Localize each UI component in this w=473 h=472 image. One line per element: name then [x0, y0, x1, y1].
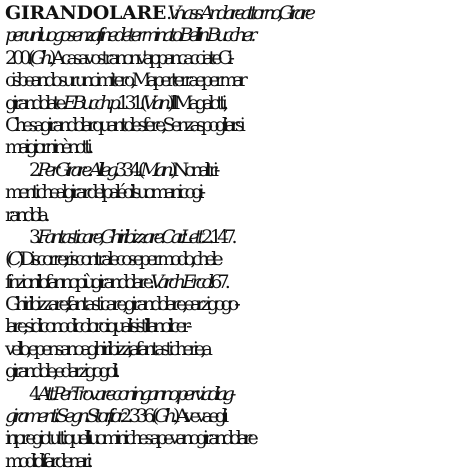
entry-line [5, 24, 471, 46]
italic-text: Man. [140, 158, 170, 181]
entry-line [5, 181, 471, 203]
italic-text: Per Girare. Alleg. [37, 158, 115, 181]
body-text: 67. [210, 270, 226, 293]
entry-line [5, 92, 471, 114]
body-text: lare, si dicono di coloro i quali si stillano il cer- [5, 315, 188, 338]
body-text: girandolate. [5, 91, 64, 114]
headword: GIRANDOLARE [5, 2, 167, 24]
body-text: modi di far denari. [5, 449, 89, 472]
italic-text: V. n. ass. Andare attorno, Girare [167, 2, 312, 24]
body-text: ) A casa vostra non v'appancacciate Ci- [49, 46, 231, 69]
entry-line [5, 47, 471, 69]
body-text: 200. ( [5, 46, 31, 69]
italic-text: E Bucch. p. [63, 91, 118, 114]
body-text: 2. 147. [201, 225, 233, 248]
italic-text: Att. Per Trovare con inganno, per via di ag- [37, 382, 232, 405]
entry-line [5, 136, 471, 158]
entry-line [5, 226, 471, 248]
body-text: ) Non altri- [169, 158, 216, 181]
entry-line [5, 383, 471, 405]
body-text: 334. ( [114, 158, 141, 181]
entry-line [5, 338, 471, 360]
body-text: Che sa girandolar quanto le sfere, Senza spogliarsi [5, 113, 241, 136]
italic-text: Gh. [30, 46, 50, 69]
body-text: 131. ( [117, 91, 143, 114]
body-text: 3. [29, 225, 38, 248]
body-text: girandole, ed arzigogoli. [5, 360, 116, 383]
body-text: randola. [5, 203, 46, 226]
italic-text: Varch. Ercol. [150, 270, 211, 293]
body-text: in pregio tutti quelli uomini che sapevano girandolare [5, 427, 254, 450]
entry-line [5, 427, 471, 449]
entry-line [5, 248, 471, 270]
body-text: 2. 336. ( [120, 405, 155, 428]
body-text: . [166, 2, 168, 24]
body-text: mai giorni nè notti. [5, 136, 90, 159]
body-text: ) Discorre, riscontra le cose per modo, che le [17, 248, 219, 271]
italic-text: giramenti. Segn. Stor. fior. [5, 405, 121, 428]
dictionary-entry [5, 2, 471, 472]
italic-text: Vian. [142, 91, 168, 114]
body-text: menti che al girar del paléo il suo manico gi- [5, 181, 202, 204]
body-text: ( [5, 248, 8, 271]
italic-text: Fantasticare, Ghiribizzare. Car. Lett. [37, 225, 202, 248]
italic-text: per un luogo senza fine determinato. Bellin. Buccher. [5, 24, 252, 47]
entry-line [5, 2, 471, 24]
italic-text: Gh. [154, 405, 173, 428]
body-text: 4. [29, 382, 38, 405]
entry-line [5, 405, 471, 427]
body-text: ) Aveva egli [172, 405, 225, 428]
body-text: ) Il Magalotti, [167, 91, 224, 114]
italic-text: C [7, 248, 18, 271]
body-text: finzioni lo fanno più girandolare. [5, 270, 151, 293]
body-text: 2. [29, 158, 38, 181]
entry-line [5, 159, 471, 181]
entry-line [5, 69, 471, 91]
entry-line [5, 204, 471, 226]
body-text: Ghiribizzare, fantasticare, girandolare, e arzigogo- [5, 293, 236, 316]
entry-line [5, 315, 471, 337]
entry-line [5, 114, 471, 136]
entry-line [5, 293, 471, 315]
body-text: vello, e pensano a ghiribizzi, a fantasticherie, a [5, 337, 209, 360]
body-text: cisbeando sur un cimitero, Ma per terra e per mar [5, 69, 243, 92]
entry-line [5, 450, 471, 472]
entry-line [5, 271, 471, 293]
entry-line [5, 360, 471, 382]
